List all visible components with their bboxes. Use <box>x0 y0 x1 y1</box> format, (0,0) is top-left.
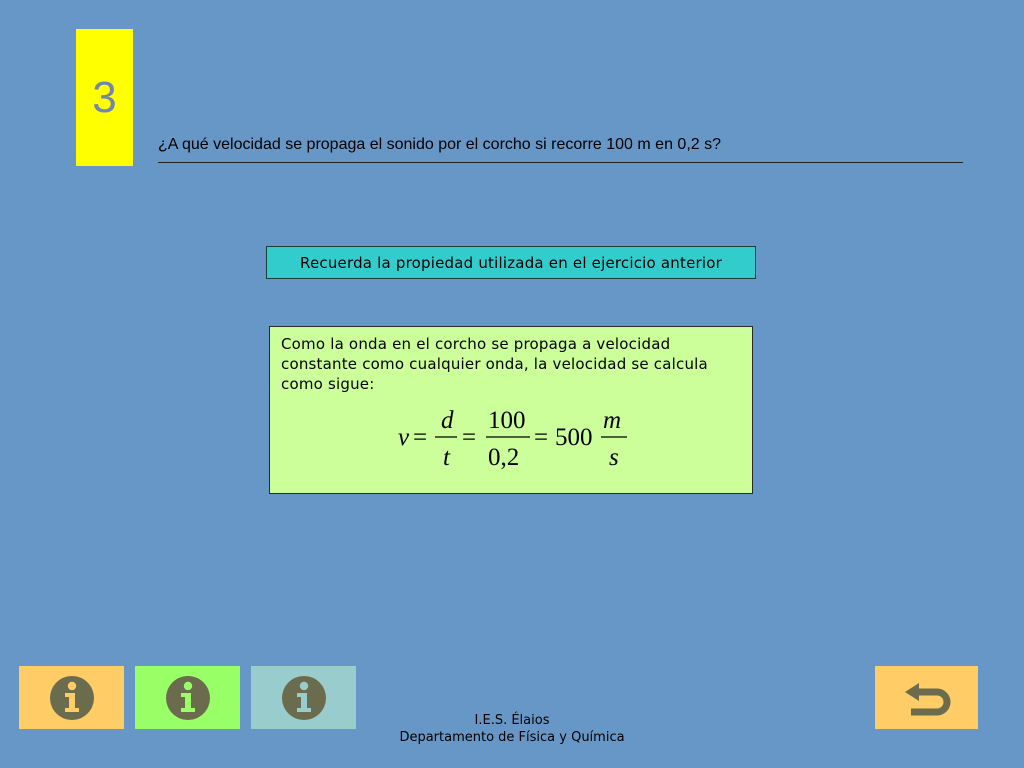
formula-unit-m: m <box>603 407 622 434</box>
footer <box>330 712 694 746</box>
footer-department: Departamento de Física y Química <box>399 730 625 745</box>
footer-school: I.E.S. Élaios <box>474 713 550 728</box>
info-icon <box>165 675 211 721</box>
solution-box <box>269 326 753 494</box>
formula-denominator-02: 0,2 <box>488 444 520 471</box>
hint-text: Recuerda la propiedad utilizada en el ejercicio anterior <box>300 253 722 272</box>
formula-numerator-100: 100 <box>488 407 526 434</box>
slide-number-label: 3 <box>92 72 117 122</box>
formula-unit-s: s <box>609 444 619 471</box>
velocity-formula <box>270 327 752 493</box>
formula-result: 500 <box>555 424 593 451</box>
formula-numerator-d: d <box>441 407 454 434</box>
hint-box[interactable] <box>266 246 756 279</box>
formula-equals-1: = <box>413 424 428 451</box>
info-icon <box>281 675 327 721</box>
slide-number <box>76 29 133 166</box>
info-button-1[interactable] <box>19 666 124 729</box>
formula-equals-2: = <box>462 424 477 451</box>
solution-text: Como la onda en el corcho se propaga a velocidad constante como cualquier onda, la velocidad se calcula como sigue: <box>281 335 708 393</box>
question-title: ¿A qué velocidad se propaga el sonido por el corcho si recorre 100 m en 0,2 s? <box>158 136 963 163</box>
info-button-2[interactable] <box>135 666 240 729</box>
formula-equals-3: = <box>534 424 549 451</box>
return-arrow-icon <box>899 677 955 719</box>
info-icon <box>49 675 95 721</box>
formula-denominator-t: t <box>443 444 450 471</box>
formula-lhs: v <box>398 424 410 451</box>
back-button[interactable] <box>875 666 978 729</box>
